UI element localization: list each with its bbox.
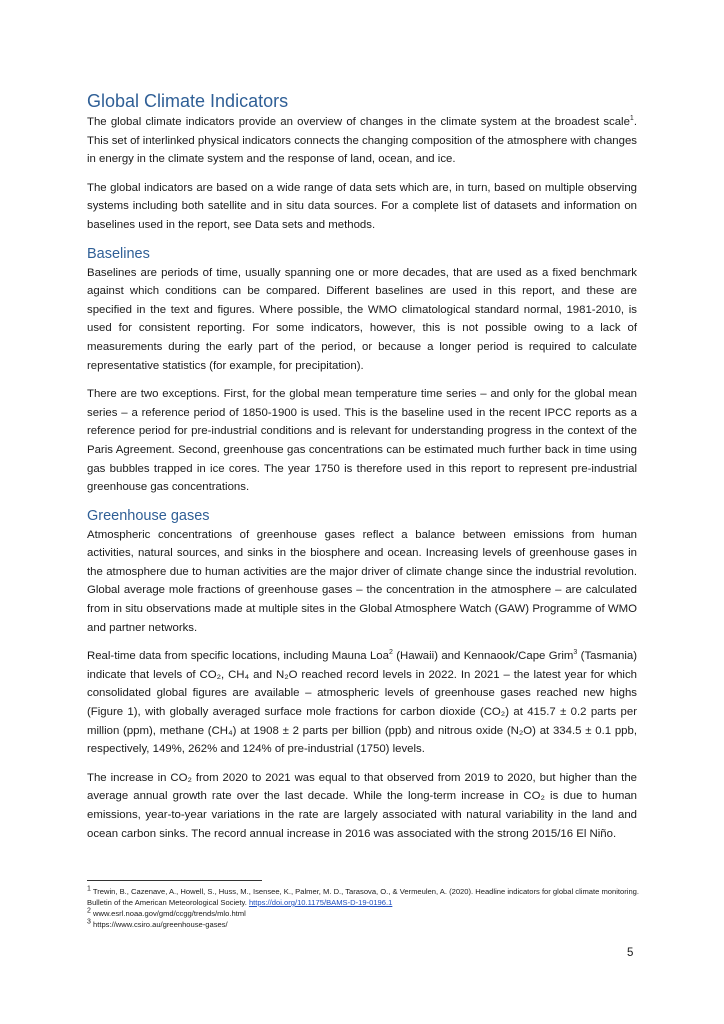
footnote-2 [87,908,647,919]
footnote-ref-3[interactable]: 3 [573,649,578,657]
footnote-2-number: 2 [87,907,91,915]
footnote-divider [87,880,262,881]
page-number: 5 [627,947,634,959]
footnote-2-text: www.esrl.noaa.gov/gmd/ccgg/trends/mlo.html [90,909,246,918]
intro-p1-text-cont: . This set of interlinked physical indicators connects the changing composition of the atmosphere with changes in energy in the climate system and the response of land, ocean, and ice. [87,116,637,166]
footnote-1-text: Trewin, B., Cazenave, A., Howell, S., Huss, M., Isensee, K., Palmer, M. D., Tarasova, O., & Vermeulen, A. (2020). Headline indicators for global climate monitoring. Bulletin of the American Meteorological Society. [87,887,640,907]
page-body [87,90,637,853]
footnote-ref-2[interactable]: 2 [388,649,393,657]
greenhouse-p2-text: Real-time data from specific locations, including Mauna Loa [87,650,389,663]
greenhouse-paragraph-1: Atmospheric concentrations of greenhouse gases reflect a balance between emissions from human activities, natural sources, and sinks in the biosphere and ocean. Increasing levels of greenhouse gases in the atmosphere due to human activities are the major driver of climate change since the industrial revolution. Global average mole fractions of greenhouse gases – the concentration in the atmosphere – are calculated from in situ observations made at multiple sites in the Global Atmosphere Watch (GAW) Programme of WMO and partner networks. [87,528,637,634]
greenhouse-p2-text-end: (Tasmania) indicate that levels of CO₂, CH₄ and N₂O reached record levels in 2022. In 2021 – the latest year for which consolidated global figures are available – atmospheric levels of greenhouse gases reached new highs (Figure 1), with globally averaged surface mole fractions for carbon dioxide (CO₂) at 415.7 ± 0.2 parts per million (ppm), methane (CH₄) at 1908 ± 2 parts per billion (ppb) and nitrous oxide (N₂O) at 334.5 ± 0.1 ppb, respectively, 149%, 262% and 124% of pre-industrial (1750) levels. [87,650,637,756]
footnote-3-number: 3 [87,918,91,926]
baselines-paragraph-1: Baselines are periods of time, usually spanning one or more decades, that are used as a fixed benchmark against which conditions can be compared. Different baselines are used in this report, and these are specified in the text and figures. Where possible, the WMO climatological standard normal, 1981-2010, is used for consistent reporting. For some indicators, however, this is not possible owing to a lack of measurements during the early part of the period, or because a longer period is required to calculate representative statistics (for example, for precipitation). [87,266,637,372]
baselines-paragraph-2: There are two exceptions. First, for the global mean temperature time series – and only for the global mean series – a reference period of 1850-1900 is used. This is the baseline used in the recent IPCC reports as a reference period for pre-industrial conditions and is relevant for understanding progress in the context of the Paris Agreement. Second, greenhouse gas concentrations can be estimated much further back in time using gas bubbles trapped in ice cores. The year 1750 is therefore used in this report to represent pre-industrial greenhouse gas concentrations. [87,388,637,494]
footnote-3-text: https://www.csiro.au/greenhouse-gases/ [90,920,228,929]
greenhouse-paragraph-3: The increase in CO₂ from 2020 to 2021 was equal to that observed from 2019 to 2020, but higher than the average annual growth rate over the last decade. While the long-term increase in CO₂ is due to human emissions, year-to-year variations in the rate are largely associated with natural variability in the land and ocean carbon sinks. The record annual increase in 2016 was associated with the strong 2015/16 El Niño. [87,771,637,840]
section-heading-baselines: Baselines [87,245,150,262]
footnote-3 [87,919,647,930]
intro-paragraph-2: The global indicators are based on a wide range of data sets which are, in turn, based on multiple observing systems including both satellite and in situ data sources. For a complete list of datasets and information on baselines used in the report, see Data sets and methods. [87,181,637,231]
footnote-1 [87,886,647,908]
intro-p1-text: The global climate indicators provide an overview of changes in the climate system at the broadest scale [87,116,630,128]
footnote-1-doi-link[interactable]: https://doi.org/10.1175/BAMS-D-19-0196.1 [248,898,393,907]
footnote-ref-1[interactable]: 1 [629,115,634,123]
greenhouse-p2-text-cont: (Hawaii) and Kennaook/Cape Grim [392,650,574,663]
greenhouse-paragraph-2 [87,647,637,759]
intro-paragraph-1 [87,113,637,169]
footnote-1-number: 1 [87,885,91,893]
page-title: Global Climate Indicators [87,91,289,111]
section-heading-greenhouse-gases: Greenhouse gases [87,507,210,524]
footnotes [87,886,647,930]
